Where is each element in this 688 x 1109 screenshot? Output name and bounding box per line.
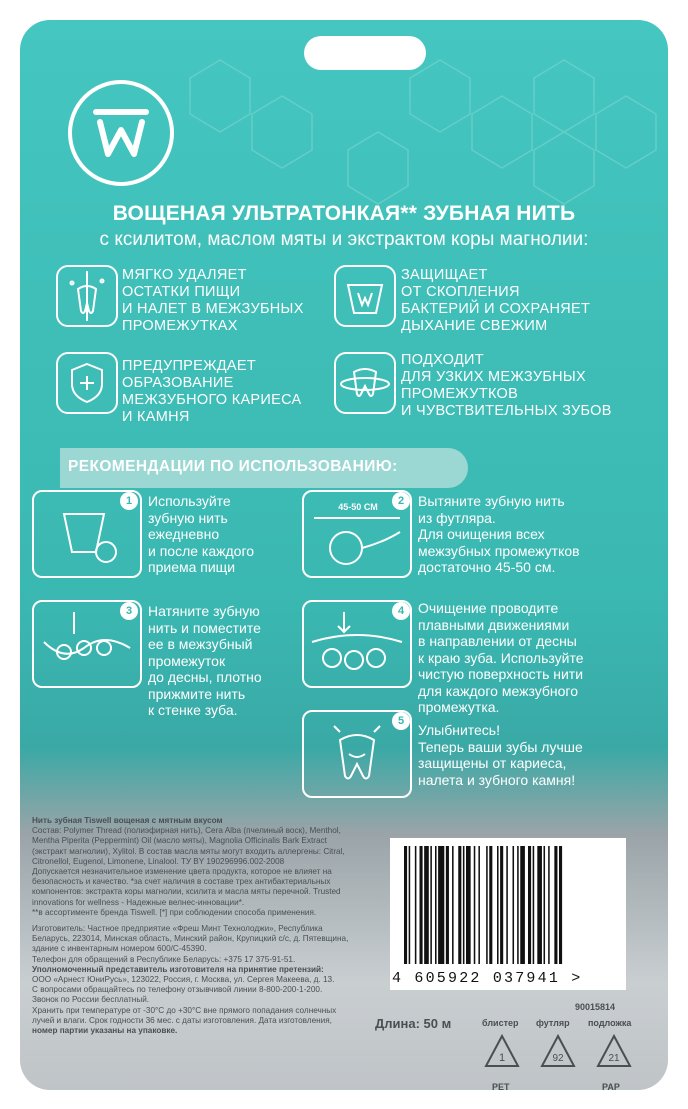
step-1-number: 1 (120, 492, 138, 510)
barcode-bar (452, 846, 454, 964)
product-info: Нить зубная Tiswell вощеная с мятным вкусом Состав: Polymer Thread (полиэфирная нить), Cera Alba (пчелиный воск), Menthol, Mentha Piperita (Peppermint) Oil (масло мяты), Magnolia Officinalis Bark Extract (экстракт магнолии), Xylitol. В состав масла мяты могут входить аллергены: Citral, Citronellol, Eugenol, Limonene, Linalool. ТУ BY 190296996.002-2008 Допускается незначительное изменение цвета продукта, которое не влияет на безопасность и качество. *за счет наличия в составе трех антибактериальных компонентов: экстракта коры магнолии, ксилита и масла мяты перечной. Trusted innovations for wellness - Надежные велнес-инновации*. **в ассортименте бренда Tiswell. [*] при соблюдении способа применения. Изготовитель: Частное предприятие «Фреш Минт Технолоджи», Республика Беларусь, 223014, Минская область, Минский район, Крупицкий с/с, д. Пятевщина, здание с инвентарным номером 600/С-45390. Телефон для обращений в Республике Беларусь: +375 17 375-91-51. Уполномоченный представитель изготовителя на принятие претензий: ООО «Арнест ЮниРусь», 123022, Россия, г. Москва, ул. Сергея Макеева, д. 13. С вопросами обращайтесь по телефону отзывчивой линии 8-800-200-1-200. Звонок по России бесплатный. Хранить при температуре от -30°С до +30°С вне прямого попадания солнечных лучей и влаги. Срок годности 36 мес. с даты изготовления. Дата изготовления, номер партии указаны на упаковке. (32, 816, 349, 1036)
barcode-bar (409, 846, 411, 964)
barcode-bar (548, 846, 550, 964)
barcode-bar (458, 846, 461, 964)
feature-2-text: ЗАЩИЩАЕТ ОТ СКОПЛЕНИЯ БАКТЕРИЙ И СОХРАНЯЕТ ДЫХАНИЕ СВЕЖИМ (401, 267, 591, 334)
recycle-caption-pap: PAP (602, 1082, 620, 1090)
svg-text:21: 21 (608, 1053, 620, 1064)
step-2-number: 2 (392, 492, 410, 510)
barcode-digits: 4 605922 037941 > (392, 970, 583, 987)
barcode-bar (486, 846, 488, 964)
step-2-text: Вытяните зубную нить из футляра. Для очищения всех межзубных промежутков достаточно 45-50 см. (418, 493, 580, 575)
brand-logo (68, 80, 174, 186)
barcode-bar (474, 846, 476, 964)
length-info: Длина: 50 м (375, 1016, 452, 1031)
svg-text:92: 92 (552, 1053, 564, 1064)
recycle-label-case: футляр (536, 1018, 570, 1028)
step-4-text: Очищение проводите плавными движениями в направлении от десны к краю зуба. Используйте чистую поверхность нити для каждого межзубного промежутка. (418, 600, 584, 715)
barcode-bar (528, 846, 531, 964)
step-3-text: Натяните зубную нить и поместите ее в межзубный промежуток до десны, плотно прижмите нить к стенке зуба. (148, 603, 262, 718)
step-1-text: Используйте зубную нить ежедневно и после каждого приема пищи (148, 493, 255, 575)
barcode-bar (506, 846, 508, 964)
barcode-bar (559, 846, 562, 964)
barcode-bar (478, 846, 480, 964)
barcode-bar (430, 846, 432, 964)
barcode-bar (500, 846, 503, 964)
step-5-text: Улыбнитесь! Теперь ваши зубы лучше защищены от кариеса, налета и зубного камня! (418, 722, 583, 788)
product-title: ВОЩЕНАЯ УЛЬТРАТОНКАЯ** ЗУБНАЯ НИТЬ (112, 202, 576, 225)
package-card (20, 20, 668, 1090)
recommendations-title: РЕКОМЕНДАЦИИ ПО ИСПОЛЬЗОВАНИЮ: (68, 458, 398, 475)
step-4-number: 4 (392, 602, 410, 620)
barcode-bar (489, 846, 492, 964)
step-3-number: 3 (120, 602, 138, 620)
barcode-bars (390, 838, 626, 968)
feature-3-text: ПРЕДУПРЕЖДАЕТ ОБРАЗОВАНИЕ МЕЖЗУБНОГО КАРИЕСА И КАМНЯ (122, 358, 302, 425)
barcode-bar (554, 846, 557, 964)
recycle-icon (534, 1030, 582, 1083)
recycle-icon (590, 1030, 638, 1083)
length-label: 45-50 СМ (338, 502, 378, 512)
barcode-bar (520, 846, 525, 964)
barcode-bar (466, 846, 471, 964)
barcode-bar (537, 846, 542, 964)
product-code: 90015814 (575, 1002, 616, 1012)
step-5-number: 5 (392, 712, 410, 730)
barcode-bar (404, 846, 407, 964)
feature-4-text: ПОДХОДИТ ДЛЯ УЗКИХ МЕЖЗУБНЫХ ПРОМЕЖУТКОВ И ЧУВСТВИТЕЛЬНЫХ ЗУБОВ (401, 352, 612, 419)
barcode-bar (517, 846, 519, 964)
barcode-bar (544, 846, 546, 964)
barcode-bar (415, 846, 417, 964)
shield-plus-icon (56, 352, 118, 414)
logo-w-icon (72, 84, 170, 182)
tooth-floss-icon (334, 352, 396, 414)
barcode-bar (420, 846, 423, 964)
barcode-bar (424, 846, 429, 964)
barcode-bar (533, 846, 535, 964)
recycle-caption-pet: PET (492, 1082, 510, 1090)
barcode-bar (497, 846, 499, 964)
tooth-sparkle-icon (56, 265, 118, 327)
recycle-icon (478, 1030, 526, 1083)
product-subtitle: с ксилитом, маслом мяты и экстрактом коры магнолии: (99, 229, 589, 250)
tooth-shield-cup-icon (334, 265, 396, 327)
barcode-bar (446, 846, 449, 964)
barcode (390, 838, 626, 990)
svg-text:1: 1 (498, 1052, 506, 1064)
barcode-bar (435, 846, 437, 964)
barcode-bar (438, 846, 444, 964)
recycle-label-backing: подложка (588, 1018, 632, 1028)
recycle-label-blister: блистер (482, 1018, 519, 1028)
barcode-bar (463, 846, 465, 964)
barcode-bar (513, 846, 515, 964)
feature-1-text: МЯГКО УДАЛЯЕТ ОСТАТКИ ПИЩИ И НАЛЕТ В МЕЖЗУБНЫХ ПРОМЕЖУТКАХ (122, 267, 304, 334)
